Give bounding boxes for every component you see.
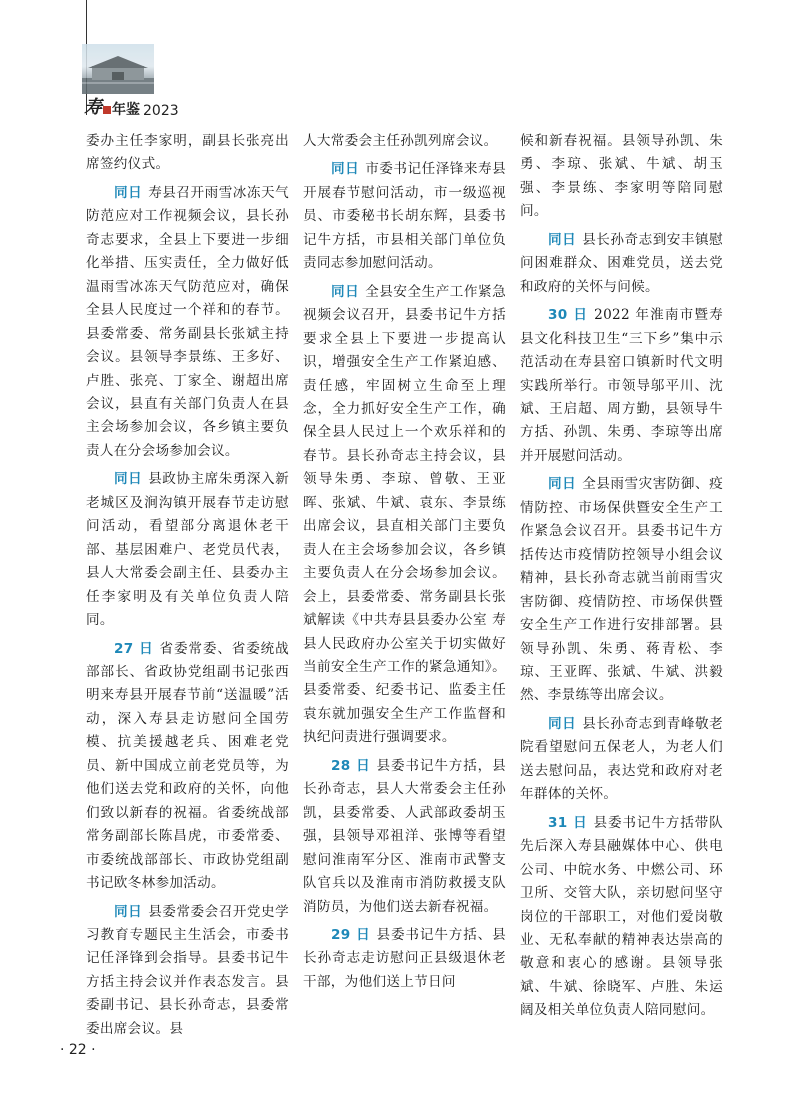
entry-date: 同日 [331,161,360,178]
entry-text: 县长孙奇志到安丰镇慰问困难群众、困难党员，送去党和政府的关怀与问候。 [520,231,723,295]
page-number: · 22 · [60,1042,96,1058]
entry-date: 28 日 [331,757,371,774]
entry-date: 同日 [114,471,143,488]
red-seal-icon [103,106,111,114]
entry-text: 省委常委、省委统战部部长、省政协党组副书记张西明来寿县开展春节前“送温暖”活动，深入寿县走访慰问全国劳模、抗美援越老兵、困难老党员、新中国成立前老党员等，为他们送去党和政府的关怀，向他们致以新春的祝福。省委统战部常务副部长陈昌虎，市委常委、市委统战部部长、市政协党组副书记欧冬林参加活动。 [86,640,289,892]
brand-mark: 寿 [84,97,102,118]
entry-text: 县长孙奇志到青峰敬老院看望慰问五保老人，为老人们送去慰问品，表达党和政府对老年群体的关怀。 [520,715,723,803]
entry-text: 全县安全生产工作紧急视频会议召开，县委书记牛方括要求全县上下要进一步提高认识，增强安全生产工作紧迫感、责任感，牢固树立生命至上理念，全力抓好安全生产工作，确保全县人民过上一个欢乐祥和的春节。县长孙奇志主持会议，县领导朱勇、李琼、曾敬、王亚晖、张斌、牛斌、袁东、李景练出席会议，县直相关部门主要负责人在主会场参加会议，各乡镇主要负责人在分会场参加会议。会上，县委常委、常务副县长张斌解读《中共寿县县委办公室 寿县人民政府办公室关于切实做好当前安全生产工作的紧急通知》。县委常委、纪委书记、监委主任袁东就加强安全生产工作监督和执纪问责进行强调要求。 [303,283,506,746]
entry-text: 县委常委会召开党史学习教育专题民主生活会，市委书记任泽锋到会指导。县委书记牛方括主持会议并作表态发言。县委副书记、县长孙奇志，县委常委出席会议。县 [86,903,289,1037]
column-1 [86,130,289,1037]
entry-text: 县委书记牛方括带队先后深入寿县融媒体中心、供电公司、中皖水务、中燃公司、环卫所、交管大队，亲切慰问坚守岗位的干部职工，对他们爱岗敬业、无私奉献的精神表达崇高的敬意和衷心的感谢。县领导张斌、牛斌、徐晓军、卢胜、朱运阔及相关单位负责人陪同慰问。 [520,814,723,1019]
entry-text: 全县雨雪灾害防御、疫情防控、市场保供暨安全生产工作紧急会议召开。县委书记牛方括传达市疫情防控领导小组会议精神，县长孙奇志就当前雨雪灾害防御、疫情防控、市场保供暨安全生产工作进行安排部署。县领导孙凯、朱勇、蒋青松、李琼、王亚晖、张斌、牛斌、洪毅然、李景练等出席会议。 [520,476,723,704]
chronicle-entry [303,755,506,919]
chronicle-entry [303,130,506,153]
brand-title: 年鉴 [112,102,140,118]
chronicle-entry [303,281,506,750]
entry-text: 市委书记任泽锋来寿县开展春节慰问活动，市一级巡视员、市委秘书长胡东辉，县委书记牛方括，市县相关部门单位负责同志参加慰问活动。 [303,161,506,272]
entry-text: 人大常委会主任孙凯列席会议。 [303,133,498,149]
brand-year: 2023 [143,103,179,119]
chronicle-entry [86,130,289,177]
entry-date: 同日 [114,903,143,920]
article-columns [86,130,724,1037]
entry-text: 县委书记牛方括、县长孙奇志走访慰问正县级退休老干部，为他们送上节日问 [303,926,506,990]
chronicle-entry [520,713,723,807]
yearbook-brand [84,95,179,119]
column-3 [520,130,723,1030]
chronicle-entry [520,229,723,299]
entry-date: 30 日 [548,307,589,324]
chronicle-entry [86,638,289,896]
chronicle-entry [520,473,723,708]
chronicle-entry [86,468,289,632]
chronicle-entry [86,901,289,1042]
entry-text: 2022 年淮南市暨寿县文化科技卫生“三下乡”集中示范活动在寿县窑口镇新时代文明实践所举行。市领导邬平川、沈斌、王启超、周方勤，县领导牛方括、孙凯、朱勇、李琼等出席并开展慰问活动。 [520,307,723,464]
header-photo-city-gate [82,44,154,94]
entry-date: 同日 [548,476,577,493]
entry-date: 29 日 [331,926,371,943]
entry-text: 县政协主席朱勇深入新老城区及涧沟镇开展春节走访慰问活动，看望部分离退休老干部、基层困难户、老党员代表，县人大常委会副主任、县委办主任李家明及有关单位负责人陪同。 [86,471,289,629]
entry-date: 27 日 [114,640,154,657]
chronicle-entry [520,130,723,224]
column-2 [303,130,506,1030]
entry-date: 同日 [114,184,143,201]
entry-text: 委办主任李家明，副县长张亮出席签约仪式。 [86,133,289,173]
entry-date: 同日 [331,283,360,300]
entry-text: 候和新春祝福。县领导孙凯、朱勇、李琼、张斌、牛斌、胡玉强、李景练、李家明等陪同慰问。 [520,133,723,220]
page-header [0,0,805,125]
chronicle-entry [303,158,506,275]
chronicle-entry [303,924,506,994]
entry-date: 同日 [548,231,577,248]
entry-date: 31 日 [548,814,588,831]
chronicle-entry [520,304,723,468]
chronicle-entry [86,182,289,463]
entry-text: 县委书记牛方括，县长孙奇志，县人大常委会主任孙凯，县委常委、人武部政委胡玉强，县领导邓祖洋、张博等看望慰问淮南军分区、淮南市武警支队官兵以及淮南市消防救援支队消防员，为他们送去新春祝福。 [303,757,506,915]
entry-text: 寿县召开雨雪冰冻天气防范应对工作视频会议，县长孙奇志要求，全县上下要进一步细化举措、压实责任，全力做好低温雨雪冰冻天气防范应对，确保全县人民度过一个祥和的春节。县委常委、常务副县长张斌主持会议。县领导李景练、王多好、卢胜、张亮、丁家全、谢超出席会议，县直有关部门负责人在县主会场参加会议，各乡镇主要负责人在分会场参加会议。 [86,184,289,459]
entry-date: 同日 [548,715,577,732]
chronicle-entry [520,812,723,1023]
